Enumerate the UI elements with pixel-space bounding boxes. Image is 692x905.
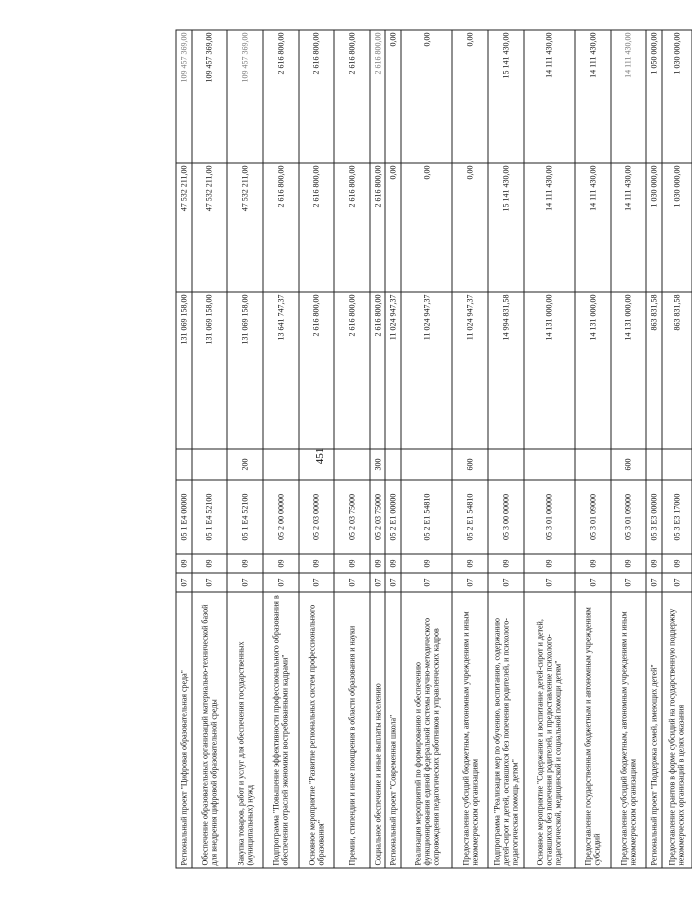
- row-section: 07: [452, 573, 488, 592]
- row-amount-year-1: 863 831,58: [646, 292, 662, 449]
- row-amount-year-2: 0,00: [452, 163, 488, 292]
- row-amount-year-1: 2 616 800,00: [298, 292, 334, 449]
- row-amount-year-1: 14 131 000,00: [610, 292, 646, 449]
- row-section: 07: [176, 573, 192, 592]
- row-subsection: 09: [298, 554, 334, 573]
- row-amount-year-3: 2 616 800,00: [262, 30, 298, 163]
- row-section: 07: [661, 573, 691, 592]
- row-amount-year-3: 14 111 430,00: [574, 30, 610, 163]
- table-row: [334, 30, 370, 868]
- row-section: 07: [227, 573, 263, 592]
- row-name: Подпрограмма "Реализация мер по обучению, воспитанию, содержанию детей-сирот и детей, оставшихся без попечения родителей, и психолого-педагогическая помощь детям": [487, 592, 523, 868]
- row-amount-year-2: 2 616 800,00: [334, 163, 370, 292]
- table-row: [298, 30, 334, 868]
- row-subsection: 09: [574, 554, 610, 573]
- row-name: Премии, стипендии и иные поощрения в области образования и науки: [334, 592, 370, 868]
- row-amount-year-1: 14 994 831,58: [487, 292, 523, 449]
- row-expense-type: [487, 449, 523, 480]
- row-amount-year-2: 2 616 800,00: [262, 163, 298, 292]
- row-amount-year-1: 131 069 158,00: [176, 292, 192, 449]
- row-amount-year-2: 14 111 430,00: [610, 163, 646, 292]
- row-subsection: 09: [227, 554, 263, 573]
- row-subsection: 09: [385, 554, 401, 573]
- table-body: [176, 30, 692, 868]
- row-expense-type: 600: [610, 449, 646, 480]
- row-subsection: 09: [262, 554, 298, 573]
- table-row: [385, 30, 401, 868]
- row-amount-year-2: 0,00: [385, 163, 401, 292]
- row-section: 07: [334, 573, 370, 592]
- row-name: Предоставление субсидий бюджетным, автономным учреждениям и иным некоммерческим организациям: [610, 592, 646, 868]
- row-subsection: 09: [487, 554, 523, 573]
- row-expense-type: [262, 449, 298, 480]
- row-target-article: 05 3 01 09000: [610, 480, 646, 554]
- row-target-article: 05 2 Е1 54810: [401, 480, 452, 554]
- row-amount-year-1: 863 831,58: [661, 292, 691, 449]
- row-expense-type: [574, 449, 610, 480]
- row-expense-type: 600: [452, 449, 488, 480]
- row-section: 07: [298, 573, 334, 592]
- row-target-article: 05 2 Е1 54810: [452, 480, 488, 554]
- row-amount-year-1: 13 641 747,37: [262, 292, 298, 449]
- row-expense-type: [298, 449, 334, 480]
- row-target-article: 05 3 Е3 17000: [661, 480, 691, 554]
- row-section: 07: [646, 573, 662, 592]
- row-amount-year-3: 2 616 800,00: [298, 30, 334, 163]
- table-row: [191, 30, 227, 868]
- row-subsection: 09: [176, 554, 192, 573]
- row-amount-year-2: 14 111 430,00: [523, 163, 574, 292]
- row-amount-year-1: 14 131 000,00: [523, 292, 574, 449]
- table-row: [574, 30, 610, 868]
- row-expense-type: [176, 449, 192, 480]
- row-subsection: 09: [401, 554, 452, 573]
- row-section: 07: [487, 573, 523, 592]
- row-section: 07: [262, 573, 298, 592]
- row-amount-year-3: 1 050 000,00: [646, 30, 662, 163]
- row-expense-type: [401, 449, 452, 480]
- row-subsection: 09: [661, 554, 691, 573]
- row-subsection: 09: [523, 554, 574, 573]
- row-target-article: 05 1 Е4 52100: [227, 480, 263, 554]
- table-row: [401, 30, 452, 868]
- row-expense-type: [661, 449, 691, 480]
- row-amount-year-1: 11 024 947,37: [401, 292, 452, 449]
- row-subsection: 09: [334, 554, 370, 573]
- row-target-article: 05 3 00 00000: [487, 480, 523, 554]
- row-amount-year-1: 131 069 158,00: [227, 292, 263, 449]
- budget-table: [175, 29, 692, 868]
- row-target-article: 05 2 Е1 00000: [385, 480, 401, 554]
- row-amount-year-3: 2 616 800,00: [334, 30, 370, 163]
- table-row: [452, 30, 488, 868]
- row-target-article: 05 1 Е4 00000: [176, 480, 192, 554]
- row-name: Предоставление государственным бюджетным и автономным учреждениям субсидий: [574, 592, 610, 868]
- row-amount-year-2: 1 030 000,00: [661, 163, 691, 292]
- row-name: Подпрограмма "Повышение эффективности профессионального образования в обеспечении отраслей экономики востребованными кадрами": [262, 592, 298, 868]
- row-amount-year-1: 11 024 947,37: [452, 292, 488, 449]
- row-subsection: 09: [369, 554, 385, 573]
- row-amount-year-3: 14 111 430,00: [610, 30, 646, 163]
- row-name: Региональный проект "Современная школа": [385, 592, 401, 868]
- row-amount-year-2: 1 030 000,00: [646, 163, 662, 292]
- row-amount-year-1: 2 616 800,00: [369, 292, 385, 449]
- table-row: [661, 30, 691, 868]
- row-amount-year-1: 14 131 000,00: [574, 292, 610, 449]
- row-amount-year-2: 47 532 211,00: [191, 163, 227, 292]
- row-section: 07: [191, 573, 227, 592]
- table-row: [487, 30, 523, 868]
- table-row: [523, 30, 574, 868]
- row-expense-type: [646, 449, 662, 480]
- row-amount-year-2: 14 111 430,00: [574, 163, 610, 292]
- row-subsection: 09: [452, 554, 488, 573]
- rotated-table-wrapper: [175, 30, 692, 868]
- row-target-article: 05 2 03 75000: [334, 480, 370, 554]
- row-amount-year-2: 0,00: [401, 163, 452, 292]
- table-row: [176, 30, 192, 868]
- row-name: Основное мероприятие "Содержание и воспитание детей-сирот и детей, оставшихся без попечения родителей, и предоставление психолого-педагогической, медицинской и социальной помощи детям": [523, 592, 574, 868]
- row-amount-year-3: 0,00: [401, 30, 452, 163]
- row-subsection: 09: [646, 554, 662, 573]
- row-target-article: 05 1 Е4 52100: [191, 480, 227, 554]
- row-amount-year-3: 109 457 369,00: [227, 30, 263, 163]
- row-target-article: 05 2 00 00000: [262, 480, 298, 554]
- row-name: Социальное обеспечение и иные выплаты населению: [369, 592, 385, 868]
- table-row: [227, 30, 263, 868]
- table-row: [610, 30, 646, 868]
- row-expense-type: [334, 449, 370, 480]
- row-amount-year-2: 2 616 800,00: [369, 163, 385, 292]
- row-expense-type: [385, 449, 401, 480]
- row-amount-year-1: 2 616 800,00: [334, 292, 370, 449]
- row-amount-year-2: 47 532 211,00: [176, 163, 192, 292]
- row-section: 07: [523, 573, 574, 592]
- row-expense-type: [191, 449, 227, 480]
- row-amount-year-3: 15 141 430,00: [487, 30, 523, 163]
- row-expense-type: 200: [227, 449, 263, 480]
- table-row: [262, 30, 298, 868]
- row-name: Предоставление субсидий бюджетным, автономным учреждениям и иным некоммерческим организациям: [452, 592, 488, 868]
- row-target-article: 05 3 01 00000: [523, 480, 574, 554]
- row-name: Предоставление грантов в форме субсидий на государственную поддержку некоммерческих организаций в целях оказания: [661, 592, 691, 868]
- row-amount-year-3: 1 030 000,00: [661, 30, 691, 163]
- row-amount-year-3: 0,00: [452, 30, 488, 163]
- row-section: 07: [369, 573, 385, 592]
- row-expense-type: 300: [369, 449, 385, 480]
- table-row: [369, 30, 385, 868]
- row-expense-type: [523, 449, 574, 480]
- row-subsection: 09: [610, 554, 646, 573]
- row-amount-year-3: 14 111 430,00: [523, 30, 574, 163]
- row-amount-year-2: 2 616 800,00: [298, 163, 334, 292]
- row-target-article: 05 3 Е3 00000: [646, 480, 662, 554]
- row-target-article: 05 3 01 09000: [574, 480, 610, 554]
- row-name: Закупка товаров, работ и услуг для обеспечения государственных (муниципальных) нужд: [227, 592, 263, 868]
- table-row: [646, 30, 662, 868]
- row-section: 07: [401, 573, 452, 592]
- row-amount-year-3: 109 457 369,00: [191, 30, 227, 163]
- row-amount-year-3: 2 616 800,00: [369, 30, 385, 163]
- row-section: 07: [574, 573, 610, 592]
- row-amount-year-2: 15 141 430,00: [487, 163, 523, 292]
- row-name: Реализация мероприятий по формированию и обеспечению функционирования единой федеральной системы научно-методического сопровождения педагогических работников и управленческих кадров: [401, 592, 452, 868]
- row-name: Обеспечение образовательных организаций материально-технической базой для внедрения цифровой образовательной среды: [191, 592, 227, 868]
- row-target-article: 05 2 03 75000: [369, 480, 385, 554]
- row-section: 07: [385, 573, 401, 592]
- row-amount-year-3: 0,00: [385, 30, 401, 163]
- row-target-article: 05 2 03 00000: [298, 480, 334, 554]
- row-amount-year-1: 11 024 947,37: [385, 292, 401, 449]
- row-subsection: 09: [191, 554, 227, 573]
- row-amount-year-2: 47 532 211,00: [227, 163, 263, 292]
- row-amount-year-3: 109 457 369,00: [176, 30, 192, 163]
- row-amount-year-1: 131 069 158,00: [191, 292, 227, 449]
- page-number: 451: [314, 447, 326, 465]
- row-name: Региональный проект "Цифровая образовательная среда": [176, 592, 192, 868]
- row-name: Региональный проект "Поддержка семей, имеющих детей": [646, 592, 662, 868]
- row-name: Основное мероприятие "Развитие региональных систем профессионального образования": [298, 592, 334, 868]
- row-section: 07: [610, 573, 646, 592]
